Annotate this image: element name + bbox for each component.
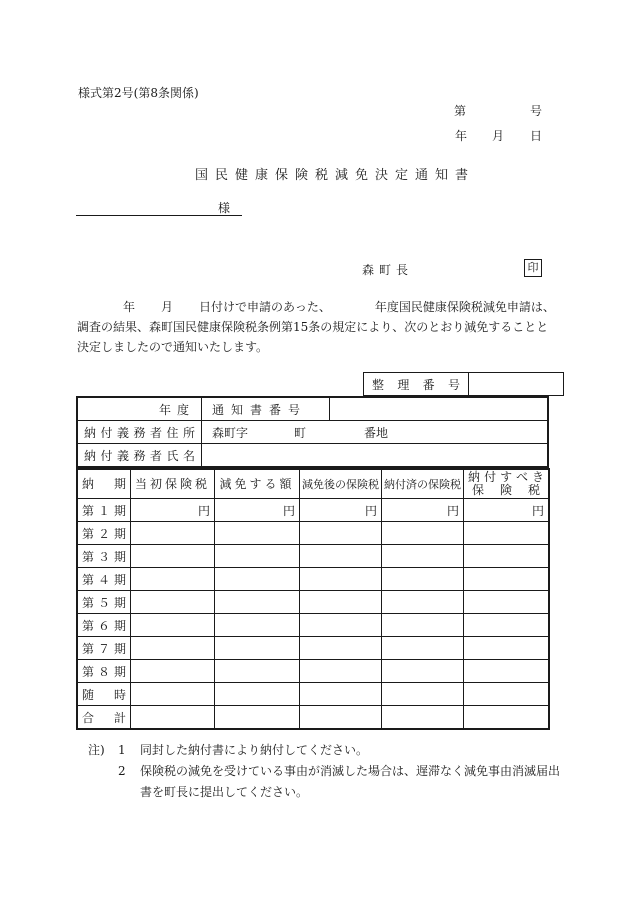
yen-initial-tax: 円 [131, 499, 215, 522]
reference-number-label: 整理番号 [364, 373, 469, 396]
col-header-initial-tax: 当初保険税 [131, 469, 215, 499]
address-banchi: 番地 [364, 425, 389, 440]
note-number: 1 [118, 743, 126, 757]
address-town: 町 [294, 425, 307, 440]
note-text: 保険税の減免を受けている事由が消滅した場合は、遅滞なく減免事由消滅届出書を町長に提出してください。 [140, 764, 561, 799]
row-label-anytime: 随時 [77, 683, 131, 706]
issuer-name: 森町長 [362, 263, 414, 277]
row-label-period-7: 第７期 [77, 637, 131, 660]
yen-paid-tax: 円 [382, 499, 464, 522]
recipient-honorific: 様 [218, 201, 231, 215]
fiscal-year-label: 年度 [77, 397, 202, 421]
address-prefix: 森町字 [212, 425, 249, 440]
note-number: 2 [118, 764, 126, 778]
body-main-text: 年度国民健康保険税減免申請は、調査の結果、森町国民健康保険税条例第15条の規定により、次のとおり減免することと決定しましたので通知いたします。 [77, 300, 555, 354]
date-year-label: 年 [455, 129, 468, 143]
col-header-tax-to-pay [464, 469, 550, 499]
body-month: 月 [161, 300, 174, 314]
taxpayer-info-table [76, 396, 549, 468]
body-paragraph [77, 297, 557, 357]
row-label-total: 合計 [77, 706, 131, 730]
notes-label: 注) [88, 743, 105, 757]
yen-tax-to-pay: 円 [464, 499, 550, 522]
row-label-period-6: 第６期 [77, 614, 131, 637]
form-id: 様式第2号(第8条関係) [78, 86, 199, 100]
body-day-phrase: 日付けで申請のあった、 [199, 300, 331, 314]
note-text: 同封した納付書により納付してください。 [140, 743, 369, 757]
number-suffix: 号 [530, 104, 543, 118]
taxpayer-name-label: 納付義務者氏名 [77, 444, 202, 468]
date-day-label: 日 [530, 129, 543, 143]
note-item-1 [88, 740, 568, 761]
number-prefix: 第 [454, 104, 467, 118]
col-header-reduction-amount: 減免する額 [215, 469, 300, 499]
col-header-tax-to-pay-line2: 保険税 [472, 483, 541, 497]
taxpayer-address-label: 納付義務者住所 [77, 421, 202, 444]
row-label-period-4: 第４期 [77, 568, 131, 591]
row-label-period-3: 第３期 [77, 545, 131, 568]
row-label-period-8: 第８期 [77, 660, 131, 683]
date-month-label: 月 [492, 129, 505, 143]
col-header-post-reduction-tax: 減免後の保険税 [300, 469, 382, 499]
yen-reduction-amount: 円 [215, 499, 300, 522]
taxpayer-name-field [202, 444, 549, 468]
notes-section [88, 740, 568, 803]
notice-number-label: 通知書番号 [202, 397, 330, 421]
row-label-period-2: 第２期 [77, 522, 131, 545]
seal-stamp-box: 印 [524, 259, 542, 277]
yen-post-reduction-tax: 円 [300, 499, 382, 522]
body-year: 年 [123, 300, 136, 314]
reference-number-table [363, 372, 564, 396]
row-label-period-1: 第１期 [77, 499, 131, 522]
taxpayer-address-field [202, 421, 549, 444]
payment-period-table [76, 468, 550, 730]
col-header-paid-tax: 納付済の保険税 [382, 469, 464, 499]
note-item-2 [88, 761, 568, 803]
document-title: 国民健康保険税減免決定通知書 [195, 168, 476, 183]
col-header-tax-to-pay-line1: 納付すべき [468, 470, 545, 484]
reference-number-field [469, 373, 564, 396]
row-label-period-5: 第５期 [77, 591, 131, 614]
col-header-period: 納 期 [77, 469, 131, 499]
notice-number-field [330, 397, 549, 421]
